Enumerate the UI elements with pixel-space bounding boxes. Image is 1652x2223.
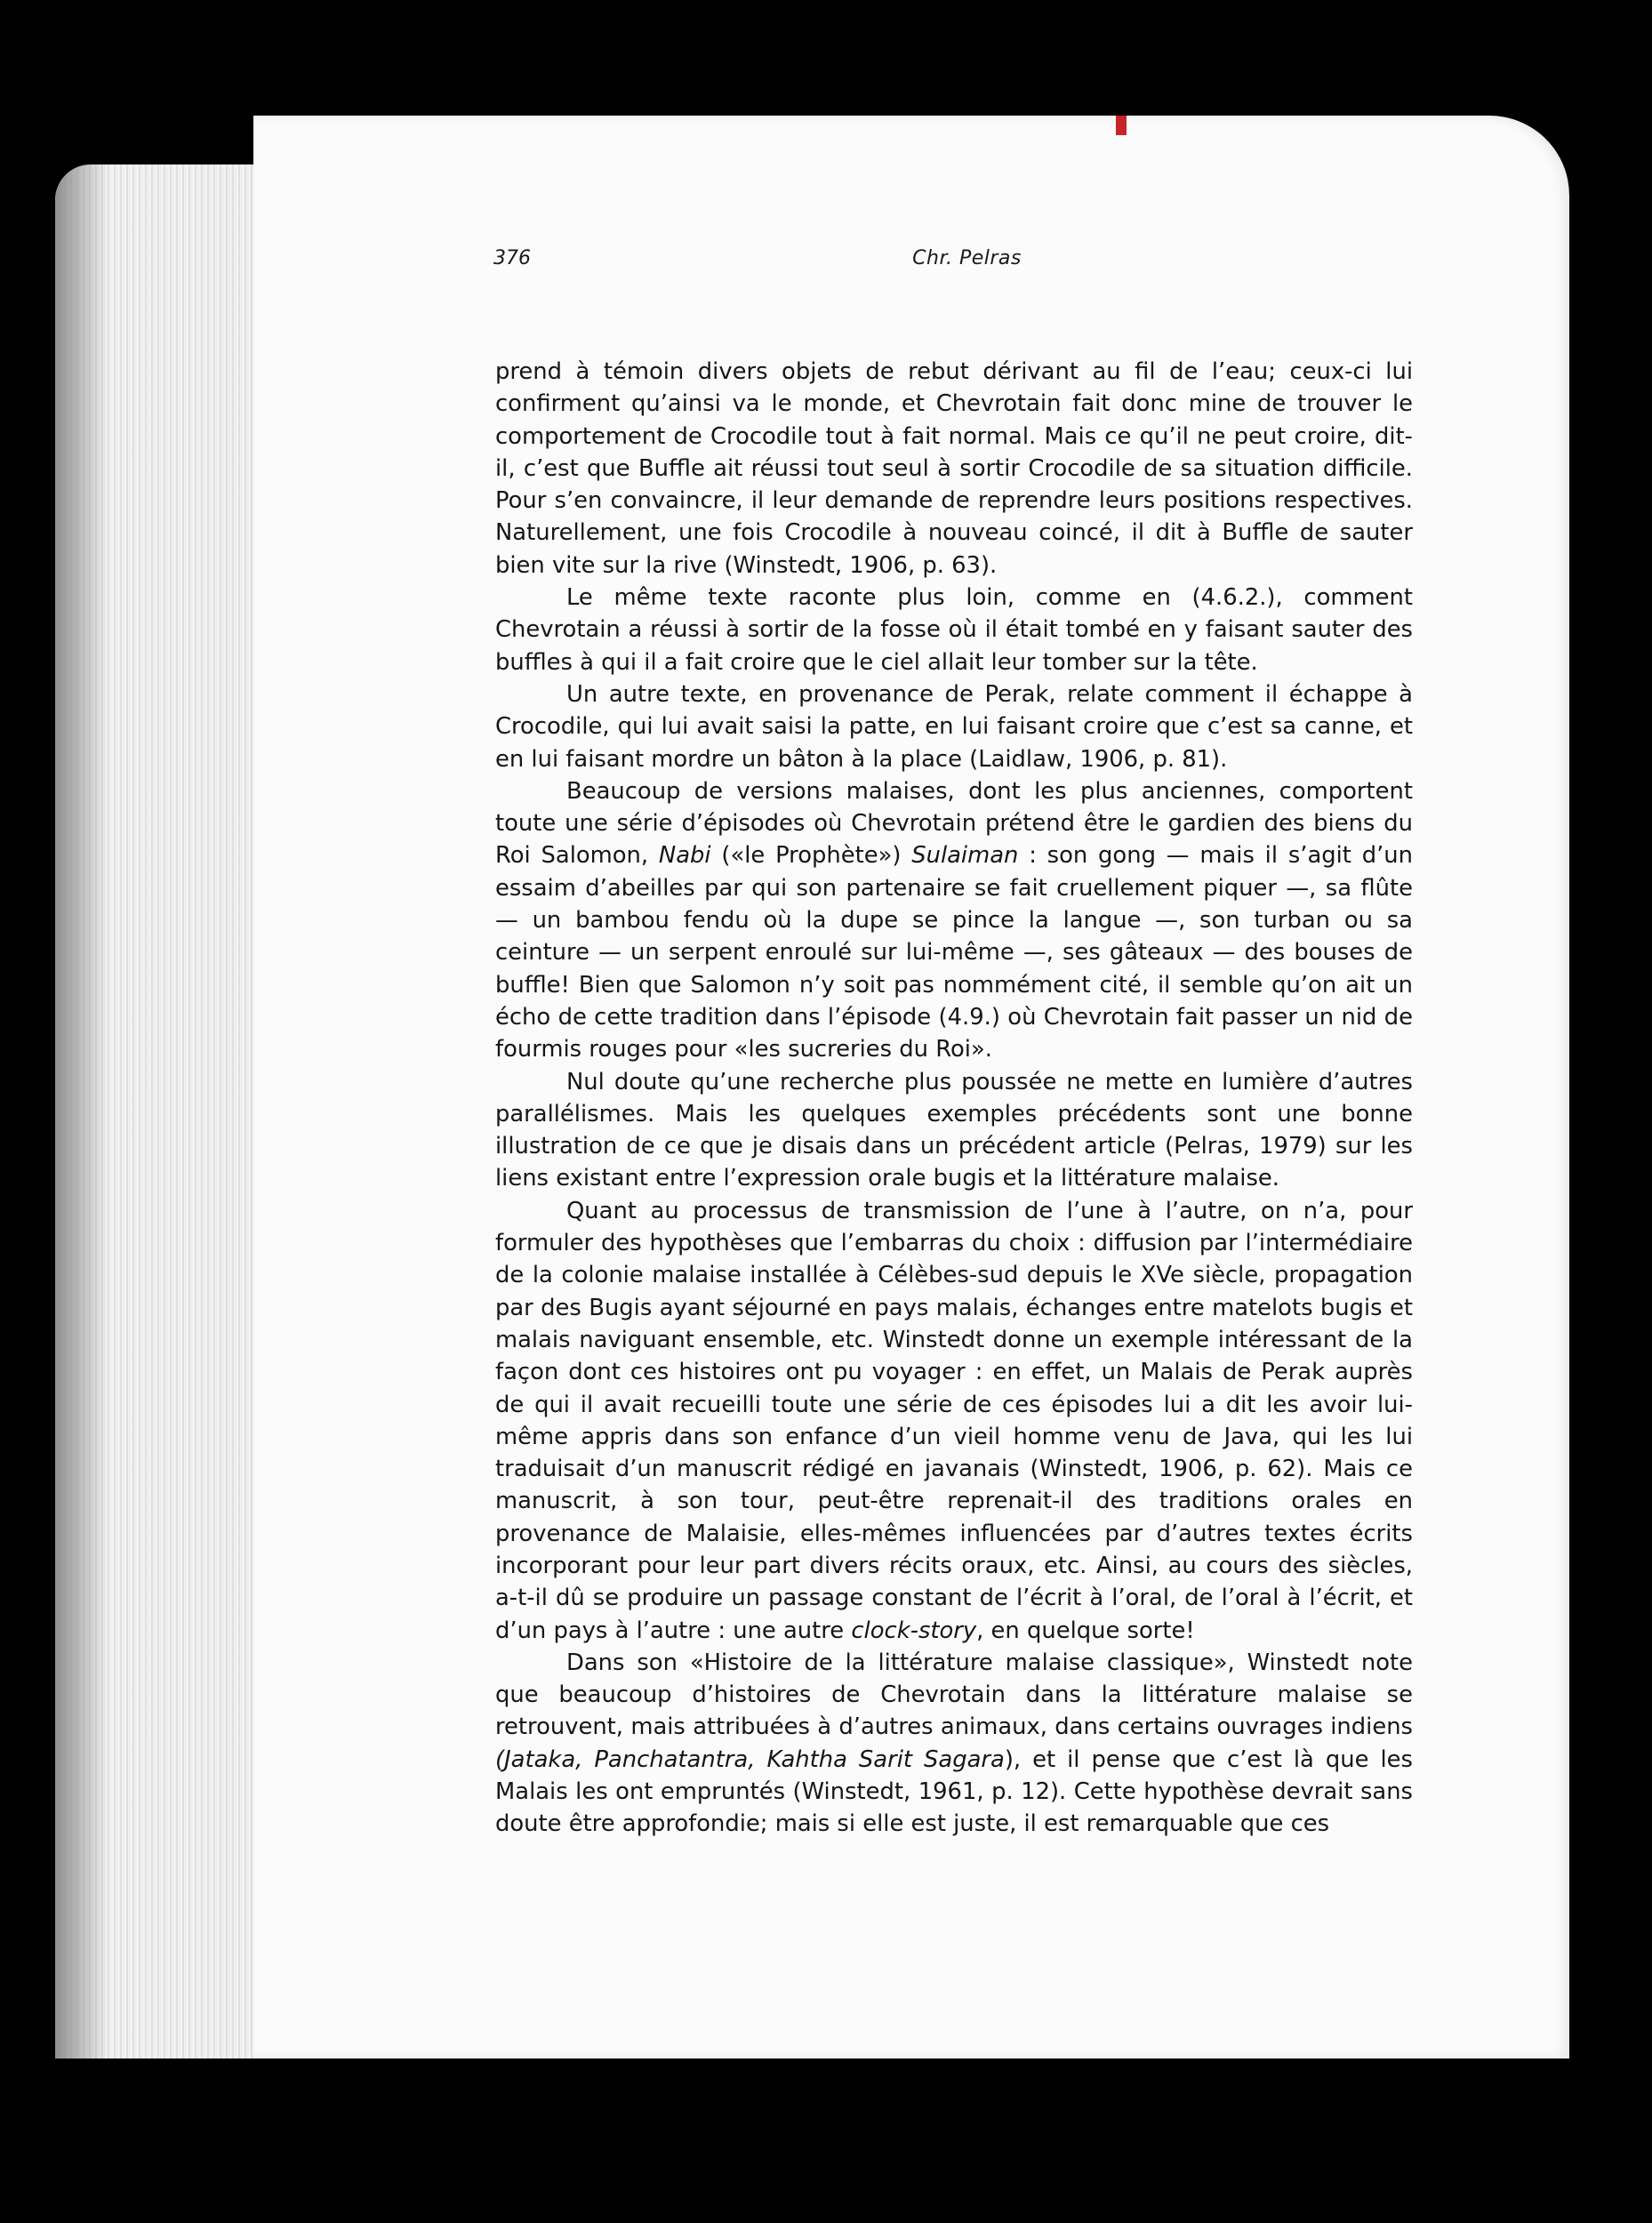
page-edges-shadow (55, 165, 108, 2058)
paragraph-text: ), et il pense que c’est là que les Malais les ont empruntés (Winstedt, 1961, p. 12). Cette hypothèse devrait sans doute être approfondie; mais si elle est juste, il est remarquable que ces (495, 1745, 1413, 1838)
paragraph-text: Beaucoup de versions malaises, dont les plus anciennes, comportent toute une série d’épisodes où Chevrotain prétend être le gardien des biens du Roi Salomon, (495, 777, 1413, 870)
paragraph (495, 582, 1413, 678)
italic-text: Nabi (658, 842, 711, 870)
paragraph-text: Le même texte raconte plus loin, comme en (4.6.2.), comment Chevrotain a réussi à sortir de la fosse où il était tombé en y faisant sauter des buffles à qui il a fait croire que le ciel allait leur tomber sur la tête. (495, 584, 1413, 676)
italic-text: clock-story (851, 1617, 977, 1644)
paragraph (495, 356, 1413, 582)
paragraph-text: Nul doute qu’une recherche plus poussée ne mette en lumière d’autres parallélismes. Mais les quelques exemples précédents sont une bonne illustration de ce que je disais dans un précédent article (Pelras, 1979) sur les liens existant entre l’expression orale bugis et la littérature malaise. (495, 1068, 1413, 1192)
paragraph-text: prend à témoin divers objets de rebut dérivant au fil de l’eau; ceux-ci lui confirment qu’ainsi va le monde, et Chevrotain fait donc mine de trouver le comportement de Crocodile tout à fait normal. Mais ce qu’il ne peut croire, dit-il, c’est que Buffle ait réussi tout seul à sortir Crocodile de sa situation difficile. Pour s’en convaincre, il leur demande de reprendre leurs positions respectives. Naturellement, une fois Crocodile à nouveau coincé, il dit à Buffle de sauter bien vite sur la rive (Winstedt, 1906, p. 63). (495, 358, 1413, 579)
body-text (495, 356, 1413, 1841)
italic-text: Sulaiman (911, 842, 1019, 870)
paragraph (495, 1066, 1413, 1195)
paragraph (495, 775, 1413, 1066)
paragraph-text: , en quelque sorte! (976, 1617, 1195, 1644)
running-head: Chr. Pelras (912, 247, 1022, 269)
paragraph-text: Dans son «Histoire de la littérature malaise classique», Winstedt note que beaucoup d’histoires de Chevrotain dans la littérature malaise se retrouvent, mais attribuées à d’autres animaux, dans certains ouvrages indiens (495, 1649, 1413, 1741)
italic-text: (Jataka, Panchatantra, Kahtha Sarit Sagara (495, 1745, 1005, 1773)
book-page-edges (55, 165, 277, 2058)
page (253, 116, 1569, 2058)
page-number: 376 (493, 247, 531, 269)
paragraph (495, 1647, 1413, 1841)
paragraph (495, 1195, 1413, 1647)
paragraph-text: Un autre texte, en provenance de Perak, relate comment il échappe à Crocodile, qui lui avait saisi la patte, en lui faisant croire que c’est sa canne, et en lui faisant mordre un bâton à la place (Laidlaw, 1906, p. 81). (495, 680, 1413, 773)
paragraph-text: Quant au processus de transmission de l’une à l’autre, on n’a, pour formuler des hypothèses que l’embarras du choix : diffusion par l’intermédiaire de la colonie malaise installée à Célèbes-sud depuis le XVe siècle, propagation par des Bugis ayant séjourné en pays malais, échanges entre matelots bugis et malais naviguant ensemble, etc. Winstedt donne un exemple intéressant de la façon dont ces histoires ont pu voyager : en effet, un Malais de Perak auprès de qui il avait recueilli toute une série de ces épisodes lui a dit les avoir lui-même appris dans son enfance d’un vieil homme venu de Java, qui les lui traduisait d’un manuscrit rédigé en javanais (Winstedt, 1906, p. 62). Mais ce manuscrit, à son tour, peut-être reprenait-il des traditions orales en provenance de Malaisie, elles-mêmes influencées par d’autres textes écrits incorporant pour leur part divers récits oraux, etc. Ainsi, au cours des siècles, a-t-il dû se produire un passage constant de l’écrit à l’oral, de l’oral à l’écrit, et d’un pays à l’autre : une autre (495, 1197, 1413, 1644)
bookmark-ribbon (1116, 116, 1127, 135)
paragraph (495, 678, 1413, 775)
page-header (493, 247, 1440, 279)
paragraph-text: («le Prophète») (710, 842, 912, 870)
paragraph-text: : son gong — mais il s’agit d’un essaim d’abeilles par qui son partenaire se fait cruellement piquer —, sa flûte — un bambou fendu où la dupe se pince la langue —, son turban ou sa ceinture — un serpent enroulé sur lui-même —, ses gâteaux — des bouses de buffle! Bien que Salomon n’y soit pas nommément cité, il semble qu’on ait un écho de cette tradition dans l’épisode (4.9.) où Chevrotain fait passer un nid de fourmis rouges pour «les sucreries du Roi». (495, 842, 1414, 1063)
